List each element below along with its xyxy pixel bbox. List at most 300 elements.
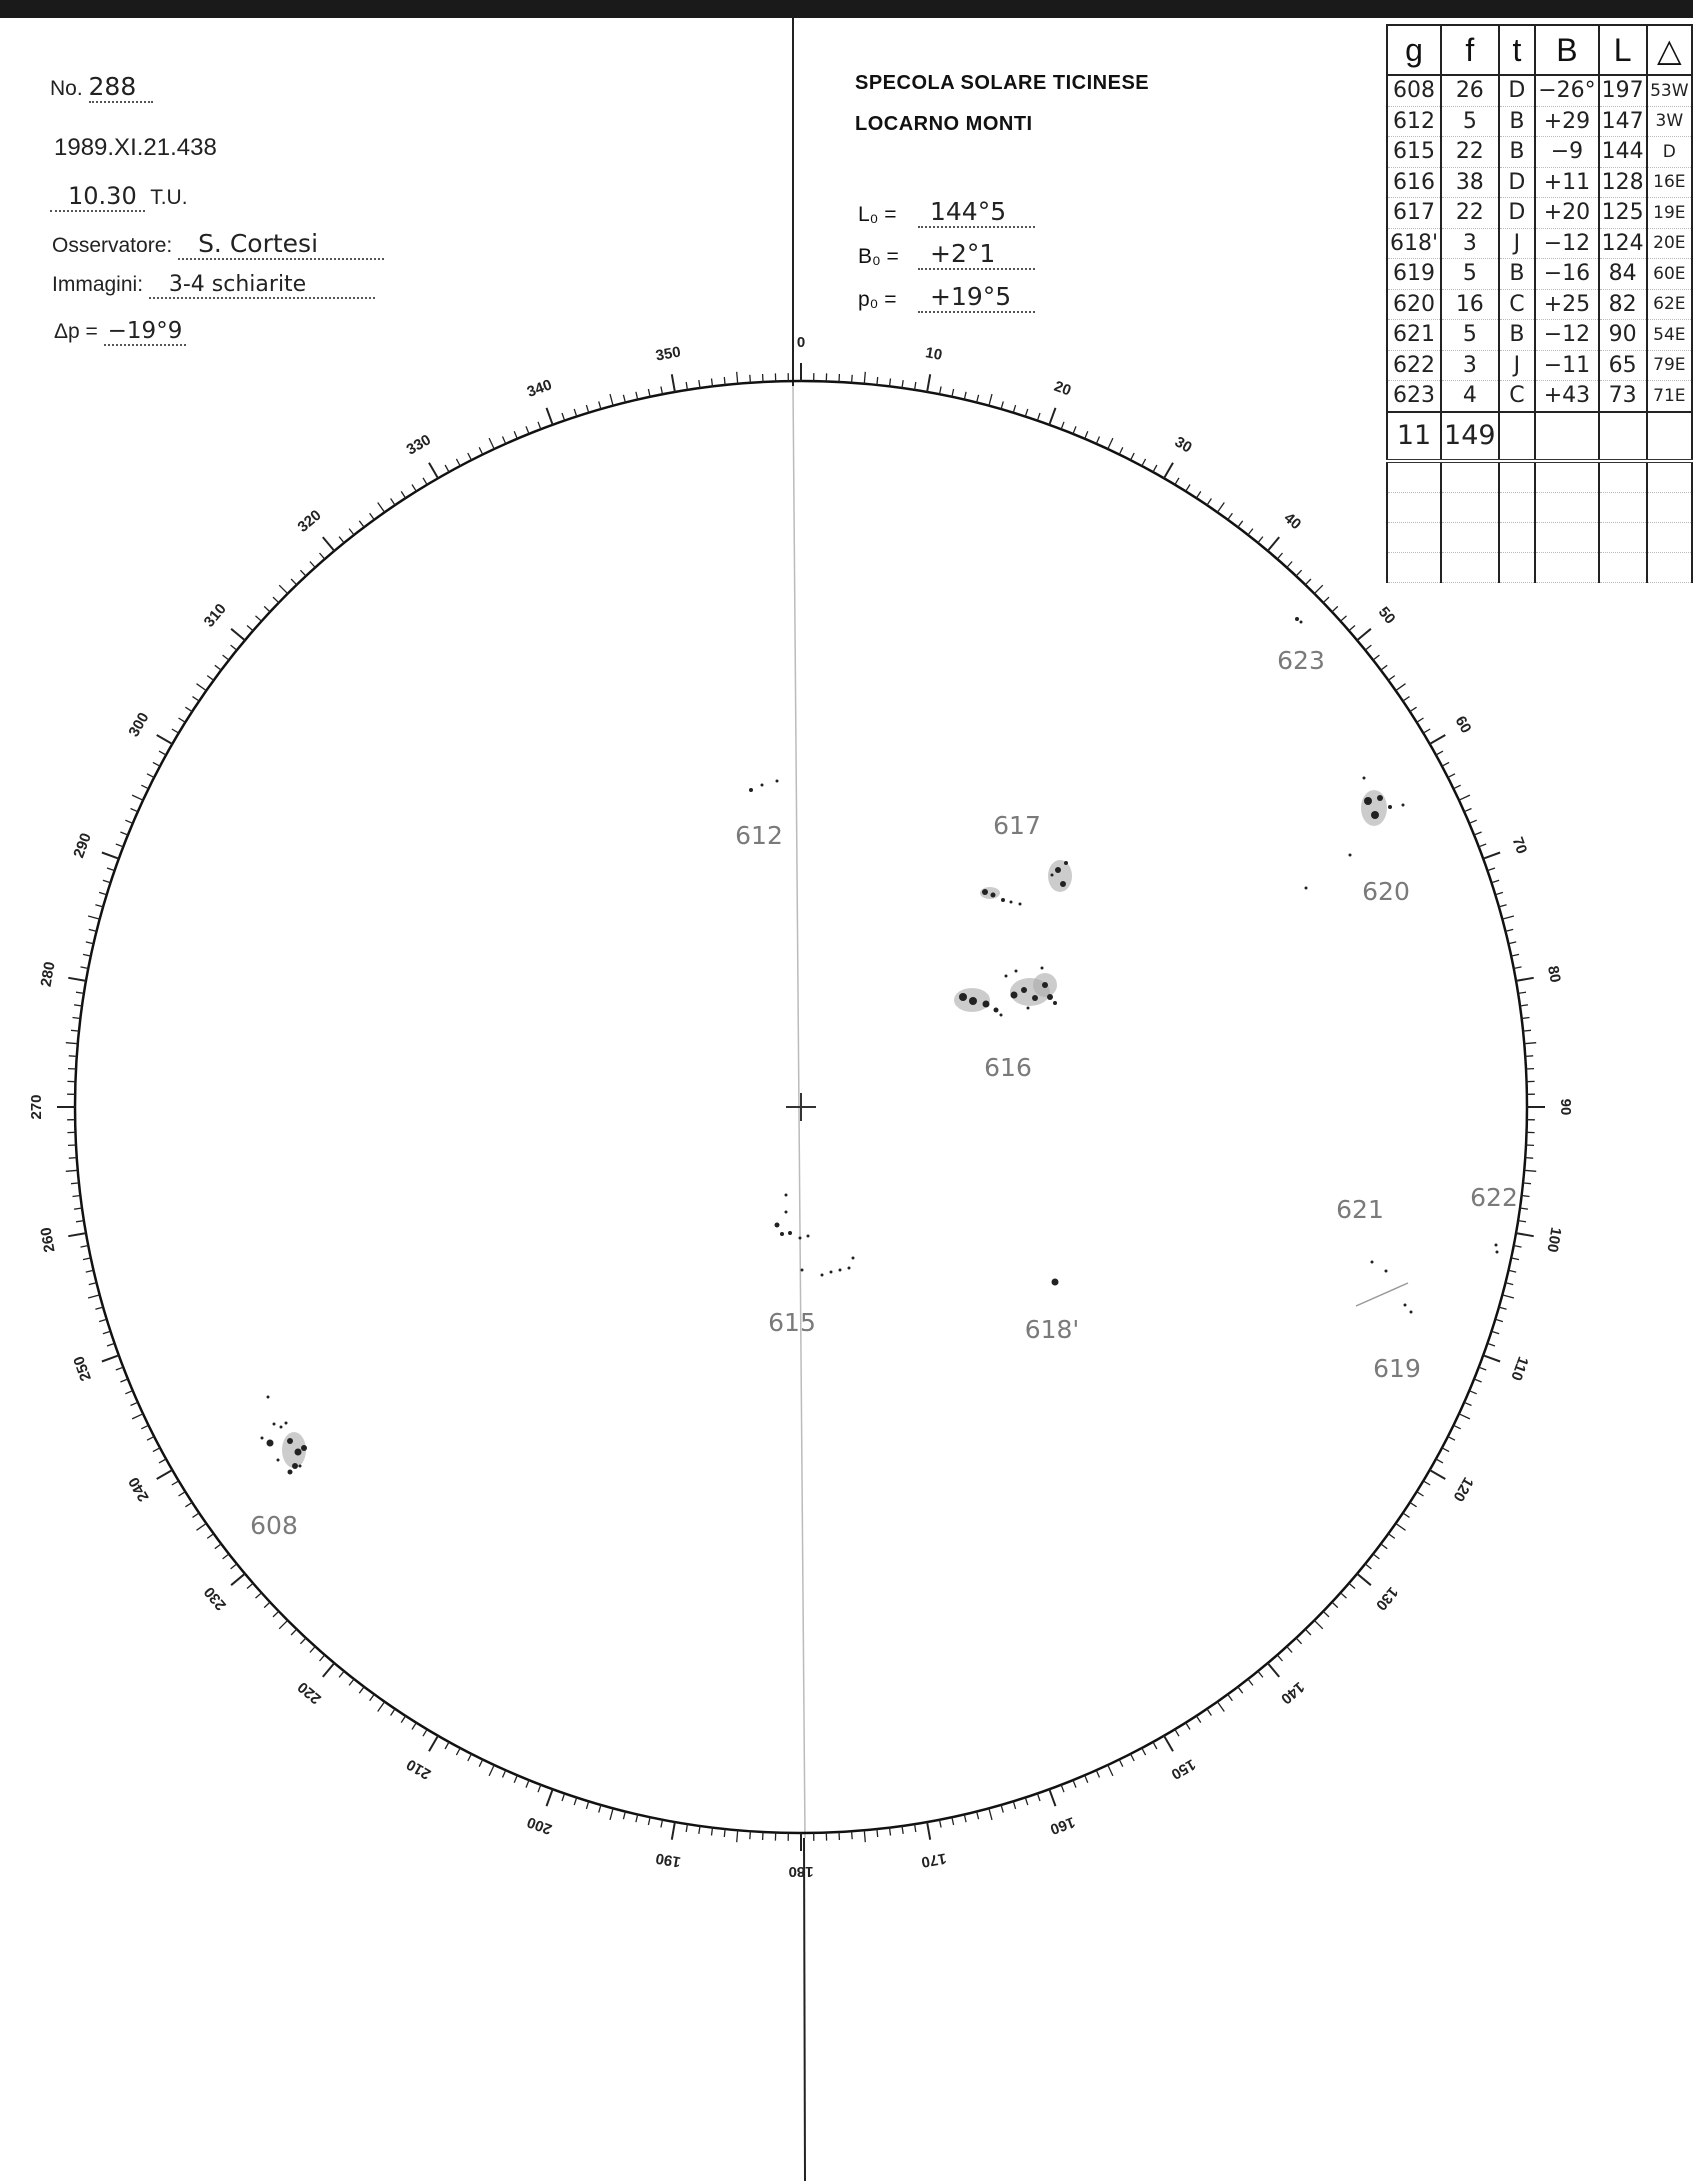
cell-spots: 22 [1441,137,1499,168]
dial-tick [1268,1663,1280,1677]
sunspot-umbra [799,1237,802,1240]
dial-tick [610,394,613,406]
dial-tick [370,513,375,520]
dial-tick [1474,1379,1482,1382]
dial-tick [1341,616,1347,621]
sunspot-umbra [292,1463,298,1469]
dial-tick [349,529,354,535]
disk-center-cross [786,1093,816,1121]
dial-tick [1505,929,1513,931]
dial-tick [1436,751,1443,755]
cell-longitude: 128 [1599,167,1647,198]
dial-tick [1522,1018,1530,1019]
dial-tick [1164,463,1173,479]
dial-tick [153,762,160,766]
dial-tick [223,655,229,660]
cell-latitude: +11 [1535,167,1598,198]
dial-tick [412,485,416,492]
sunspot-group-labels [250,646,1518,1540]
dial-tick [1525,1158,1533,1159]
dial-tick [66,1043,78,1044]
dial-tick [1495,892,1503,894]
dial-tick [116,1367,123,1370]
dial-tick [1516,978,1534,981]
sunspot-umbra [807,1235,810,1238]
dial-label: 210 [403,1755,434,1783]
dial-tick [1396,1523,1406,1530]
cell-type: B [1499,259,1536,290]
dial-tick [1442,1448,1449,1452]
param-l0-value: 144°5 [918,197,1035,228]
cell-delta: 3W [1647,106,1692,137]
cell-type: J [1499,350,1536,381]
cell-group: 622 [1387,350,1441,381]
dial-label: 140 [1277,1678,1308,1708]
dial-tick [927,1822,930,1840]
cell-longitude: 82 [1599,289,1647,320]
dial-label: 180 [788,1863,814,1881]
group-label-608: 608 [250,1511,298,1540]
dial-tick [1096,1770,1099,1777]
dial-tick [503,437,506,444]
dial-tick [750,1831,751,1839]
dial-label: 290 [70,830,95,861]
dial-tick [323,1663,335,1677]
sunspot-umbra [969,997,977,1005]
sunspot-umbra [785,1211,788,1214]
dial-tick [74,1005,82,1006]
sunspot-umbra [1051,874,1054,877]
dial-tick [852,1831,853,1839]
dial-tick [562,413,565,421]
dial-tick [378,503,385,513]
dial-tick [1085,1775,1088,1782]
dial-tick [1518,992,1526,993]
dial-tick [952,1817,954,1825]
dial-tick [1349,626,1355,631]
dial-tick [636,1814,638,1822]
sunspot-umbra [1052,1279,1059,1286]
cell-type: D [1499,167,1536,198]
record-number-value: 288 [89,72,153,103]
cell-type: B [1499,320,1536,351]
dial-tick [940,387,942,395]
dial-tick [231,645,237,650]
dial-label: 80 [1544,964,1564,984]
dial-tick [359,1687,364,1693]
dial-tick [1108,438,1113,449]
cell-group: 616 [1387,167,1441,198]
dial-tick [1516,1233,1534,1236]
dial-tick [1013,405,1015,413]
dial-tick [197,684,207,691]
dial-label: 30 [1171,433,1195,457]
cell-delta: 79E [1647,350,1692,381]
dial-tick [1037,1793,1040,1801]
group-label-615: 615 [768,1308,816,1337]
cell-spots: 22 [1441,198,1499,229]
dial-tick [989,394,992,406]
dial-tick [401,491,405,498]
dial-tick [538,422,541,429]
dial-tick [1373,1554,1379,1559]
cell-longitude: 124 [1599,228,1647,259]
cell-group: 608 [1387,75,1441,106]
dial-tick [423,478,427,485]
sunspot-umbra [821,1274,824,1277]
param-b0-value: +2°1 [918,239,1035,270]
dial-tick [1442,762,1449,766]
dial-tick [927,374,930,392]
dial-tick [724,1829,725,1837]
sunspot-umbra [267,1396,270,1399]
sunspot-umbra [1349,854,1352,857]
sunspot-umbra [1364,797,1372,805]
param-p0-label: p₀ = [858,288,897,311]
dial-tick [686,1824,687,1832]
dial-tick [1487,868,1495,871]
group-label-620: 620 [1362,877,1410,906]
dial-tick [877,1829,878,1837]
sunspot-umbra [1371,1261,1374,1264]
dial-tick [71,1183,79,1184]
cell-type: C [1499,381,1536,412]
dial-tick [157,735,173,744]
dial-tick [1258,537,1263,543]
dial-tick [1248,1679,1253,1685]
dial-label: 50 [1374,603,1399,628]
cell-latitude: −12 [1535,228,1598,259]
dial-tick [586,405,588,413]
cell-longitude: 65 [1599,350,1647,381]
dial-tick [1464,809,1471,812]
dial-label: 160 [1047,1813,1078,1838]
param-b0-label: B₀ = [858,245,899,268]
sunspot-umbra [959,993,967,1001]
cell-longitude: 144 [1599,137,1647,168]
dial-tick [1357,629,1371,641]
cell-spots: 38 [1441,167,1499,198]
dial-tick [1277,1655,1282,1661]
dial-tick [223,1554,229,1559]
dial-tick [1196,1716,1200,1723]
dial-label: 190 [654,1849,683,1871]
sunspot-umbra [299,1465,302,1468]
dial-tick [71,1030,79,1031]
dial-tick [102,1355,119,1361]
dial-tick [339,1671,344,1677]
dial-tick [864,1830,865,1842]
dial-tick [1410,1502,1417,1506]
dial-tick [479,447,483,454]
dial-tick [1207,499,1211,506]
sunspot-umbra [830,1271,833,1274]
sunspot-umbra [1060,881,1066,887]
sunspot-umbra [852,1257,855,1260]
dial-tick [73,1196,81,1197]
dial-tick [193,697,200,701]
dial-tick [95,905,103,907]
dial-tick [712,379,713,387]
dial-tick [231,629,245,641]
dial-tick [699,380,700,388]
cell-longitude: 90 [1599,320,1647,351]
sunspot-umbra [749,788,753,792]
dial-tick [401,1716,405,1723]
institution-name: SPECOLA SOLARE TICINESE [855,72,1150,94]
group-label-617: 617 [993,811,1041,840]
dial-tick [1228,513,1233,520]
dial-tick [131,809,138,812]
sunspot-umbra [288,1470,293,1475]
cell-delta: 60E [1647,259,1692,290]
dial-tick [915,382,916,390]
cell-type: B [1499,137,1536,168]
dial-label: 10 [924,344,944,364]
dial-tick [1287,1647,1292,1653]
sunspot-umbra [287,1438,293,1444]
delta-p-value: −19°9 [104,318,187,346]
dial-tick [73,1018,81,1019]
dial-tick [599,401,601,409]
cell-delta: D [1647,137,1692,168]
dial-tick [1423,1481,1430,1485]
param-l0-label: L₀ = [858,203,897,226]
dial-tick [1037,413,1040,421]
observer-label: Osservatore: [52,234,173,257]
dial-tick [648,389,650,397]
dial-tick [291,579,297,585]
institution-location: LOCARNO MONTI [855,113,1033,135]
cell-latitude: +20 [1535,198,1598,229]
dial-label: 130 [1372,1583,1402,1614]
dial-tick [132,795,143,800]
dial-tick [456,1748,460,1755]
dial-tick [1454,1425,1461,1429]
dial-tick [586,1801,588,1809]
dial-tick [686,382,687,390]
dial-tick [423,1729,427,1736]
dial-tick [1049,1789,1055,1806]
dial-tick [359,521,364,527]
dial-tick [1153,1742,1157,1749]
dial-tick [103,1331,111,1334]
sunspot-umbra [1371,811,1379,819]
dial-tick [737,1830,738,1842]
sunspot-umbra [1047,994,1053,1000]
dial-tick [1520,1208,1528,1209]
cell-group: 621 [1387,320,1441,351]
dial-tick [526,1780,529,1788]
cell-delta: 20E [1647,228,1692,259]
sunspot-umbra [1295,617,1299,621]
dial-tick [1469,1391,1476,1394]
sunspot-groups [261,617,1499,1475]
sunspot-umbra [1495,1244,1498,1247]
dial-tick [1108,1765,1113,1776]
dial-tick [185,1502,192,1506]
dial-tick [349,1679,354,1685]
sunspot-umbra [1363,777,1366,780]
dial-tick [231,1564,237,1569]
dial-tick [1248,529,1253,535]
dial-tick [279,1620,287,1628]
col-header-t: t [1499,25,1536,75]
dial-tick [247,626,253,631]
dial-tick [1013,1801,1015,1809]
dial-tick [391,1709,395,1716]
dial-tick [610,1808,613,1820]
dial-tick [1175,478,1179,485]
sunspot-umbra [801,1269,804,1272]
dial-tick [1268,537,1280,551]
dial-tick [1381,665,1387,670]
col-header-delta: △ [1647,25,1692,75]
dial-tick [310,562,315,568]
cell-longitude: 147 [1599,106,1647,137]
dial-tick [547,1789,553,1806]
group-label-621: 621 [1336,1195,1384,1224]
sunspot-umbra [982,889,988,895]
cell-latitude: +25 [1535,289,1598,320]
cell-latitude: +29 [1535,106,1598,137]
dial-tick [562,1793,565,1801]
dial-tick [737,372,738,384]
sunspot-umbra [785,1194,788,1197]
group-label-618: 618' [1024,1315,1080,1344]
dial-tick [750,375,751,383]
dial-tick [1238,1687,1243,1693]
sunspot-umbra [994,1008,999,1013]
cell-type: J [1499,228,1536,259]
dial-tick [1523,1030,1531,1031]
dial-tick [1487,1343,1495,1346]
cell-longitude: 125 [1599,198,1647,229]
dial-tick [1483,1355,1500,1361]
dial-tick [877,377,878,385]
dial-tick [1365,1564,1371,1569]
cell-delta: 53W [1647,75,1692,106]
dial-tick [1505,1283,1513,1285]
dial-tick [1495,1319,1503,1321]
dial-tick [890,379,891,387]
group-label-616: 616 [984,1053,1032,1082]
sunspot-umbra [1019,903,1022,906]
dial-tick [1499,1307,1507,1309]
sunspot-umbra [1042,982,1048,988]
dial-tick [1525,1056,1533,1057]
sunspot-umbra [1021,987,1027,993]
dial-tick [157,1470,173,1479]
dial-tick [1001,1805,1003,1813]
dial-tick [1296,1638,1302,1644]
group-label-619: 619 [1373,1354,1421,1383]
dial-tick [291,1629,297,1635]
dial-tick [1323,597,1329,603]
dial-tick [1479,844,1486,847]
dial-label: 230 [200,1583,230,1614]
dial-tick [95,1307,103,1309]
dial-tick [172,729,179,733]
sunspot-umbra [775,1223,780,1228]
dial-tick [300,570,306,576]
col-header-f: f [1441,25,1499,75]
sunspot-umbra [1010,901,1013,904]
dial-tick [102,853,119,859]
dial-tick [231,1574,245,1586]
dial-tick [1196,491,1200,498]
dial-tick [74,1208,82,1209]
dial-tick [1186,485,1190,492]
cell-type: C [1499,289,1536,320]
cell-group: 612 [1387,106,1441,137]
dial-tick [1207,1709,1211,1716]
dial-tick [279,585,287,593]
dial-tick [1511,954,1519,956]
dial-tick [538,1785,541,1792]
dial-tick [86,1270,94,1272]
dial-tick [1448,1437,1455,1441]
dial-tick [68,1233,86,1236]
sunspot-umbra [1000,1014,1003,1017]
record-number-label: No. [50,77,83,100]
dial-tick [1119,1760,1123,1767]
sunspot-umbra [301,1445,307,1451]
dial-tick [323,537,335,551]
dial-tick [86,942,94,944]
dial-tick [391,499,395,506]
dial-label: 310 [200,600,230,631]
cell-spots: 26 [1441,75,1499,106]
dial-label: 200 [524,1813,555,1838]
dial-tick [412,1723,416,1730]
dial-tick [83,1258,91,1260]
dial-tick [1277,553,1282,559]
dial-label: 40 [1280,509,1305,534]
dial-tick [1349,1583,1355,1588]
dial-label: 240 [125,1474,153,1505]
dial-tick [1373,655,1379,660]
sunspot-umbra [1055,867,1061,873]
dial-tick [179,718,186,722]
dial-tick [107,1343,115,1346]
cell-latitude: −16 [1535,259,1598,290]
sunspot-umbra [277,1459,280,1462]
cell-spots: 5 [1441,320,1499,351]
cell-delta: 19E [1647,198,1692,229]
dial-label: 60 [1451,713,1475,737]
dial-tick [852,375,853,383]
sunspot-umbra [1064,861,1068,865]
images-label: Immagini: [52,273,144,296]
dial-tick [503,1770,506,1777]
sunspot-umbra [1388,805,1392,809]
total-groups: 11 [1387,412,1441,461]
dial-tick [1287,562,1292,568]
sunspot-umbra [1053,1001,1057,1005]
dial-tick [320,553,325,559]
dial-tick [1073,1780,1076,1788]
dial-label: 280 [37,960,59,989]
dial-tick [179,1492,186,1496]
dial-tick [76,1221,84,1222]
dial-tick [1508,942,1516,944]
dial-tick [1454,785,1461,789]
dial-tick [574,1798,577,1806]
faint-feature-line [1356,1283,1408,1306]
dial-tick [66,1170,78,1171]
dial-tick [172,1481,179,1485]
